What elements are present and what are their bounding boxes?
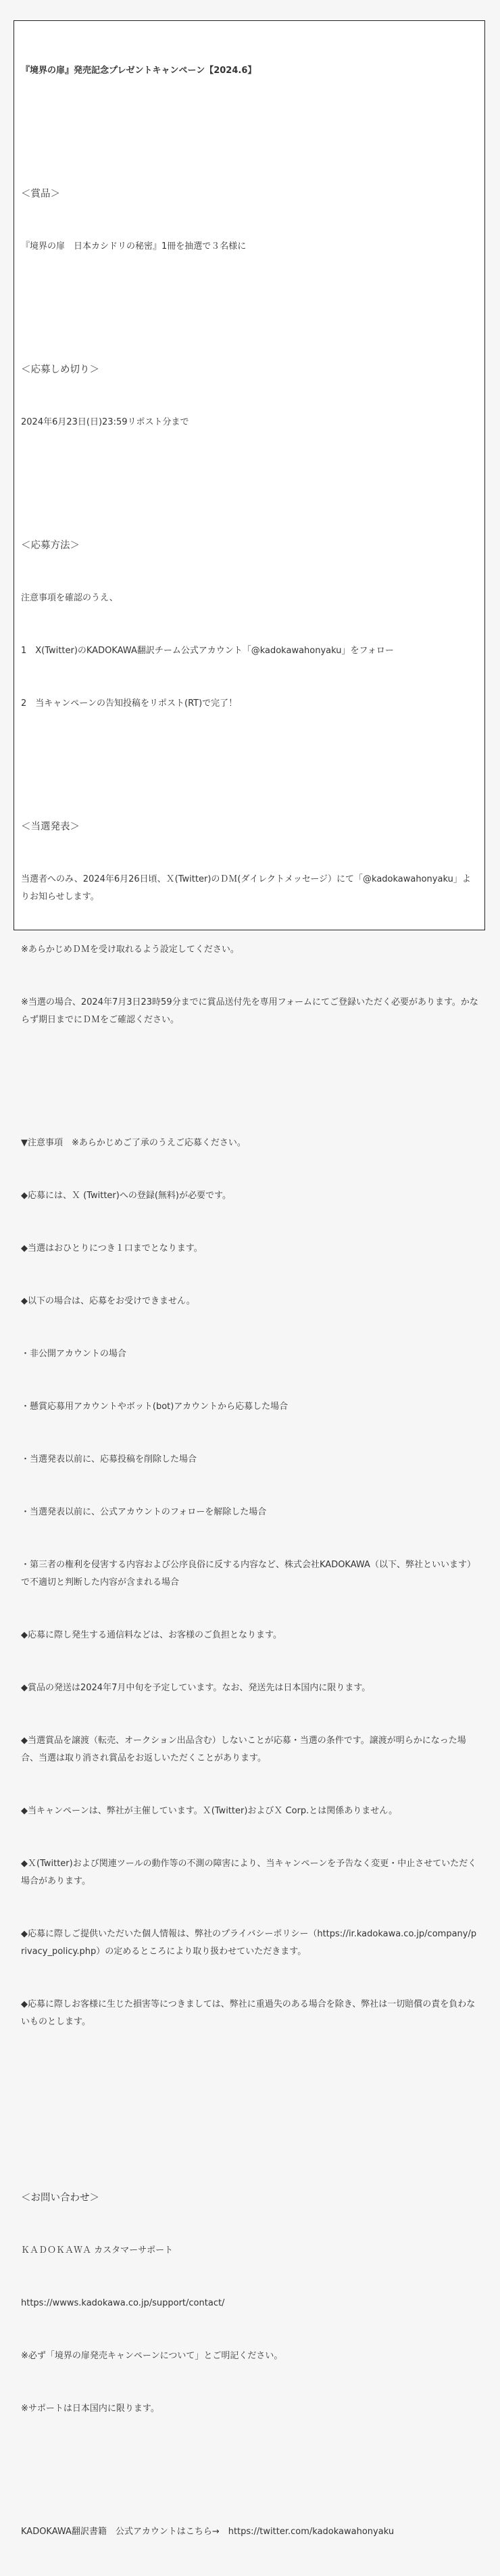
notes-item: ・当選発表以前に、公式アカウントのフォローを解除した場合 [21, 1507, 267, 1517]
notes-item: ◆当キャンペーンは、弊社が主催しています。Ｘ(Twitter)およびＸ Corp.とは関係ありません。 [21, 1806, 398, 1816]
notes-item: ・懸賞応募用アカウントやボット(bot)アカウントから応募した場合 [21, 1402, 289, 1412]
contact-url[interactable]: https://wwws.kadokawa.co.jp/support/contact/ [21, 2298, 225, 2308]
method-step-2: 2 当キャンペーンの告知投稿をリポスト(RT)で完了！ [21, 698, 238, 709]
notes-heading: ▼注意事項 ※あらかじめご了承のうえご応募ください。 [21, 1138, 246, 1148]
method-heading: ＜応募方法＞ [21, 540, 80, 551]
footer-account-link[interactable]: KADOKAWA翻訳書籍 公式アカウントはこちら→ https://twitter.com/kadokawahonyaku [21, 2527, 395, 2537]
deadline-heading: ＜応募しめ切り＞ [21, 364, 99, 375]
notes-item: ◆応募に際し発生する通信料などは、お客様のご負担となります。 [21, 1630, 282, 1640]
notes-item: ・非公開アカウントの場合 [21, 1349, 126, 1359]
contact-name: ＫＡＤＯＫＡＷＡ カスタマーサポート [21, 2245, 174, 2256]
method-step-1: 1 X(Twitter)のKADOKAWA翻訳チーム公式アカウント「@kadokawahonyaku」をフォロー [21, 646, 394, 656]
notes-item: ◆応募に際しご提供いただいた個人情報は、弊社のプライバシーポリシー（https://ir.kadokawa.co.jp/company/privacy_policy.php）の定めるところにより取り扱わせていただきます。 [21, 1929, 477, 1957]
notes-item: ◆以下の場合は、応募をお受けできません。 [21, 1296, 195, 1306]
campaign-title: 『境界の扉』発売記念プレゼントキャンペーン【2024.6】 [21, 66, 257, 76]
notes-item: ◆応募には、Ｘ (Twitter)への登録(無料)が必要です。 [21, 1191, 231, 1201]
announce-heading: ＜当選発表＞ [21, 821, 80, 832]
notes-item: ◆当選はおひとりにつき１口までとなります。 [21, 1243, 203, 1254]
notes-item: ◆応募に際しお客様に生じた損害等につきましては、弊社に重過失のある場合を除き、弊社は一切賠償の責を負わないものとします。 [21, 1999, 476, 2027]
announce-text: 当選者へのみ、2024年6月26日頃、Ｘ(Twitter)のＤＭ(ダイレクトメッセージ）にて「@kadokawahonyaku」よりお知らせします。 [21, 874, 471, 902]
notes-item: ◆当選賞品を譲渡（転売、オークション出品含む）しないことが応募・当選の条件です。譲渡が明らかになった場合、当選は取り消され賞品をお返しいただくことがあります。 [21, 1736, 466, 1763]
contact-note: ※サポートは日本国内に限ります。 [21, 2404, 159, 2414]
announce-deadline-note: ※当選の場合、2024年7月3日23時59分までに賞品送付先を専用フォームにてご登録いただく必要があります。かならず期日までにＤＭをご確認ください。 [21, 997, 478, 1025]
announce-note: ※あらかじめＤＭを受け取れるよう設定してください。 [21, 945, 239, 955]
prize-text: 『境界の扉 日本カシドリの秘密』1冊を抽選で３名様に [21, 241, 247, 252]
notes-item: ・当選発表以前に、応募投稿を削除した場合 [21, 1454, 197, 1464]
method-intro: 注意事項を確認のうえ、 [21, 593, 118, 603]
notes-item: ・第三者の権利を侵害する内容および公序良俗に反する内容など、株式会社KADOKAWA（以下、弊社といいます）で不適切と判断した内容が含まれる場合 [21, 1560, 476, 1588]
prize-heading: ＜賞品＞ [21, 189, 60, 199]
notes-item: ◆Ｘ(Twitter)および関連ツールの動作等の不測の障害により、当キャンペーンを予告なく変更・中止させていただく場合があります。 [21, 1859, 477, 1886]
deadline-text: 2024年6月23日(日)23:59リポスト分まで [21, 417, 189, 427]
campaign-notice [14, 20, 485, 2537]
contact-note: ※必ず「境界の扉発売キャンペーンについて」とご明記ください。 [21, 2351, 283, 2361]
contact-heading: ＜お問い合わせ＞ [21, 2193, 99, 2203]
notice-content [21, 27, 479, 2576]
notes-item: ◆賞品の発送は2024年7月中旬を予定しています。なお、発送先は日本国内に限ります。 [21, 1683, 371, 1693]
